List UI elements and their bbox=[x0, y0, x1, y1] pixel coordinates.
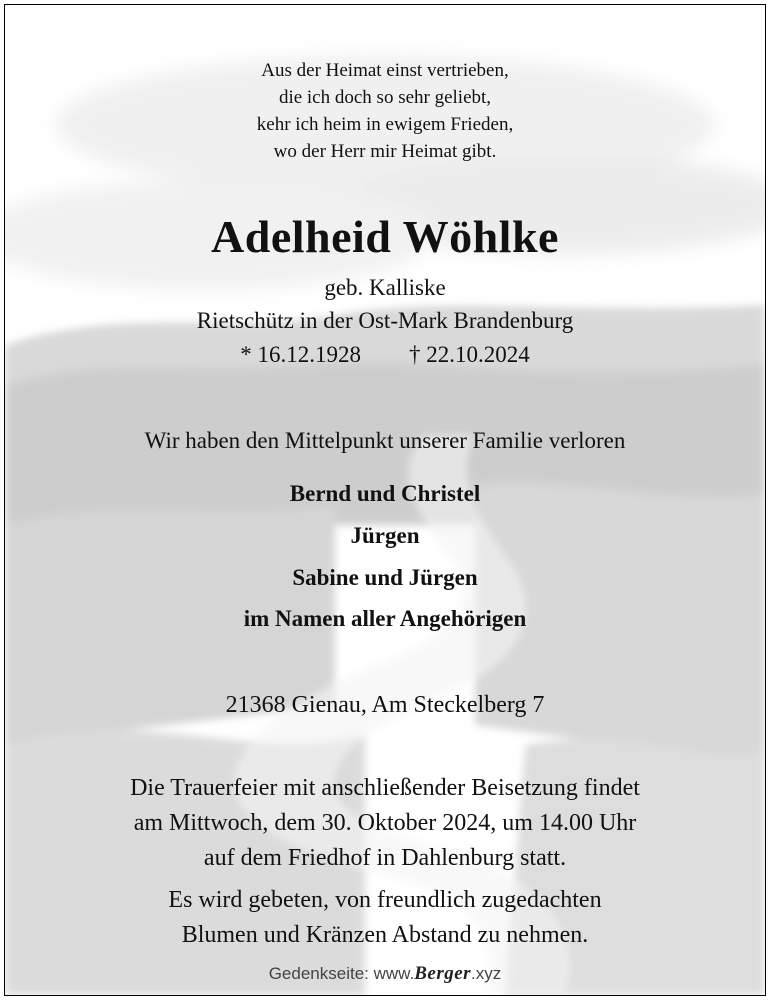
footer-suffix: .xyz bbox=[471, 964, 502, 983]
life-dates bbox=[5, 342, 765, 368]
lead-text: Wir haben den Mittelpunkt unserer Familie verloren bbox=[144, 428, 626, 453]
place-of-origin: Rietschütz in der Ost-Mark Brandenburg bbox=[196, 308, 574, 333]
service-line: Die Trauerfeier mit anschließender Beisetzung findet bbox=[130, 775, 640, 801]
footer-prefix: Gedenkseite: www. bbox=[268, 964, 415, 983]
memorial-page-link[interactable] bbox=[5, 963, 765, 985]
request-line: Es wird gebeten, von freundlich zugedachten bbox=[168, 887, 602, 913]
family-line: Jürgen bbox=[350, 523, 420, 548]
brand-logo: Berger bbox=[414, 963, 472, 984]
address: 21368 Gienau, Am Steckelberg 7 bbox=[225, 692, 545, 718]
death-date: † 22.10.2024 bbox=[409, 342, 530, 367]
poem-line: wo der Herr mir Heimat gibt. bbox=[273, 141, 497, 162]
service-line: am Mittwoch, dem 30. Oktober 2024, um 14.00 Uhr bbox=[133, 810, 637, 836]
obituary-notice bbox=[4, 4, 766, 996]
deceased-name: Adelheid Wöhlke bbox=[211, 211, 559, 262]
birth-date: * 16.12.1928 bbox=[240, 342, 361, 367]
maiden-name: geb. Kalliske bbox=[324, 275, 446, 300]
family-line: Bernd und Christel bbox=[289, 481, 481, 506]
service-line: auf dem Friedhof in Dahlenburg statt. bbox=[203, 845, 567, 871]
poem-line: Aus der Heimat einst vertrieben, bbox=[261, 60, 509, 81]
family-line: im Namen aller Angehörigen bbox=[243, 606, 527, 631]
family-line: Sabine und Jürgen bbox=[292, 565, 478, 590]
poem-line: kehr ich heim in ewigem Frieden, bbox=[256, 114, 514, 135]
poem-line: die ich doch so sehr geliebt, bbox=[278, 87, 492, 108]
request-line: Blumen und Kränzen Abstand zu nehmen. bbox=[181, 922, 589, 948]
